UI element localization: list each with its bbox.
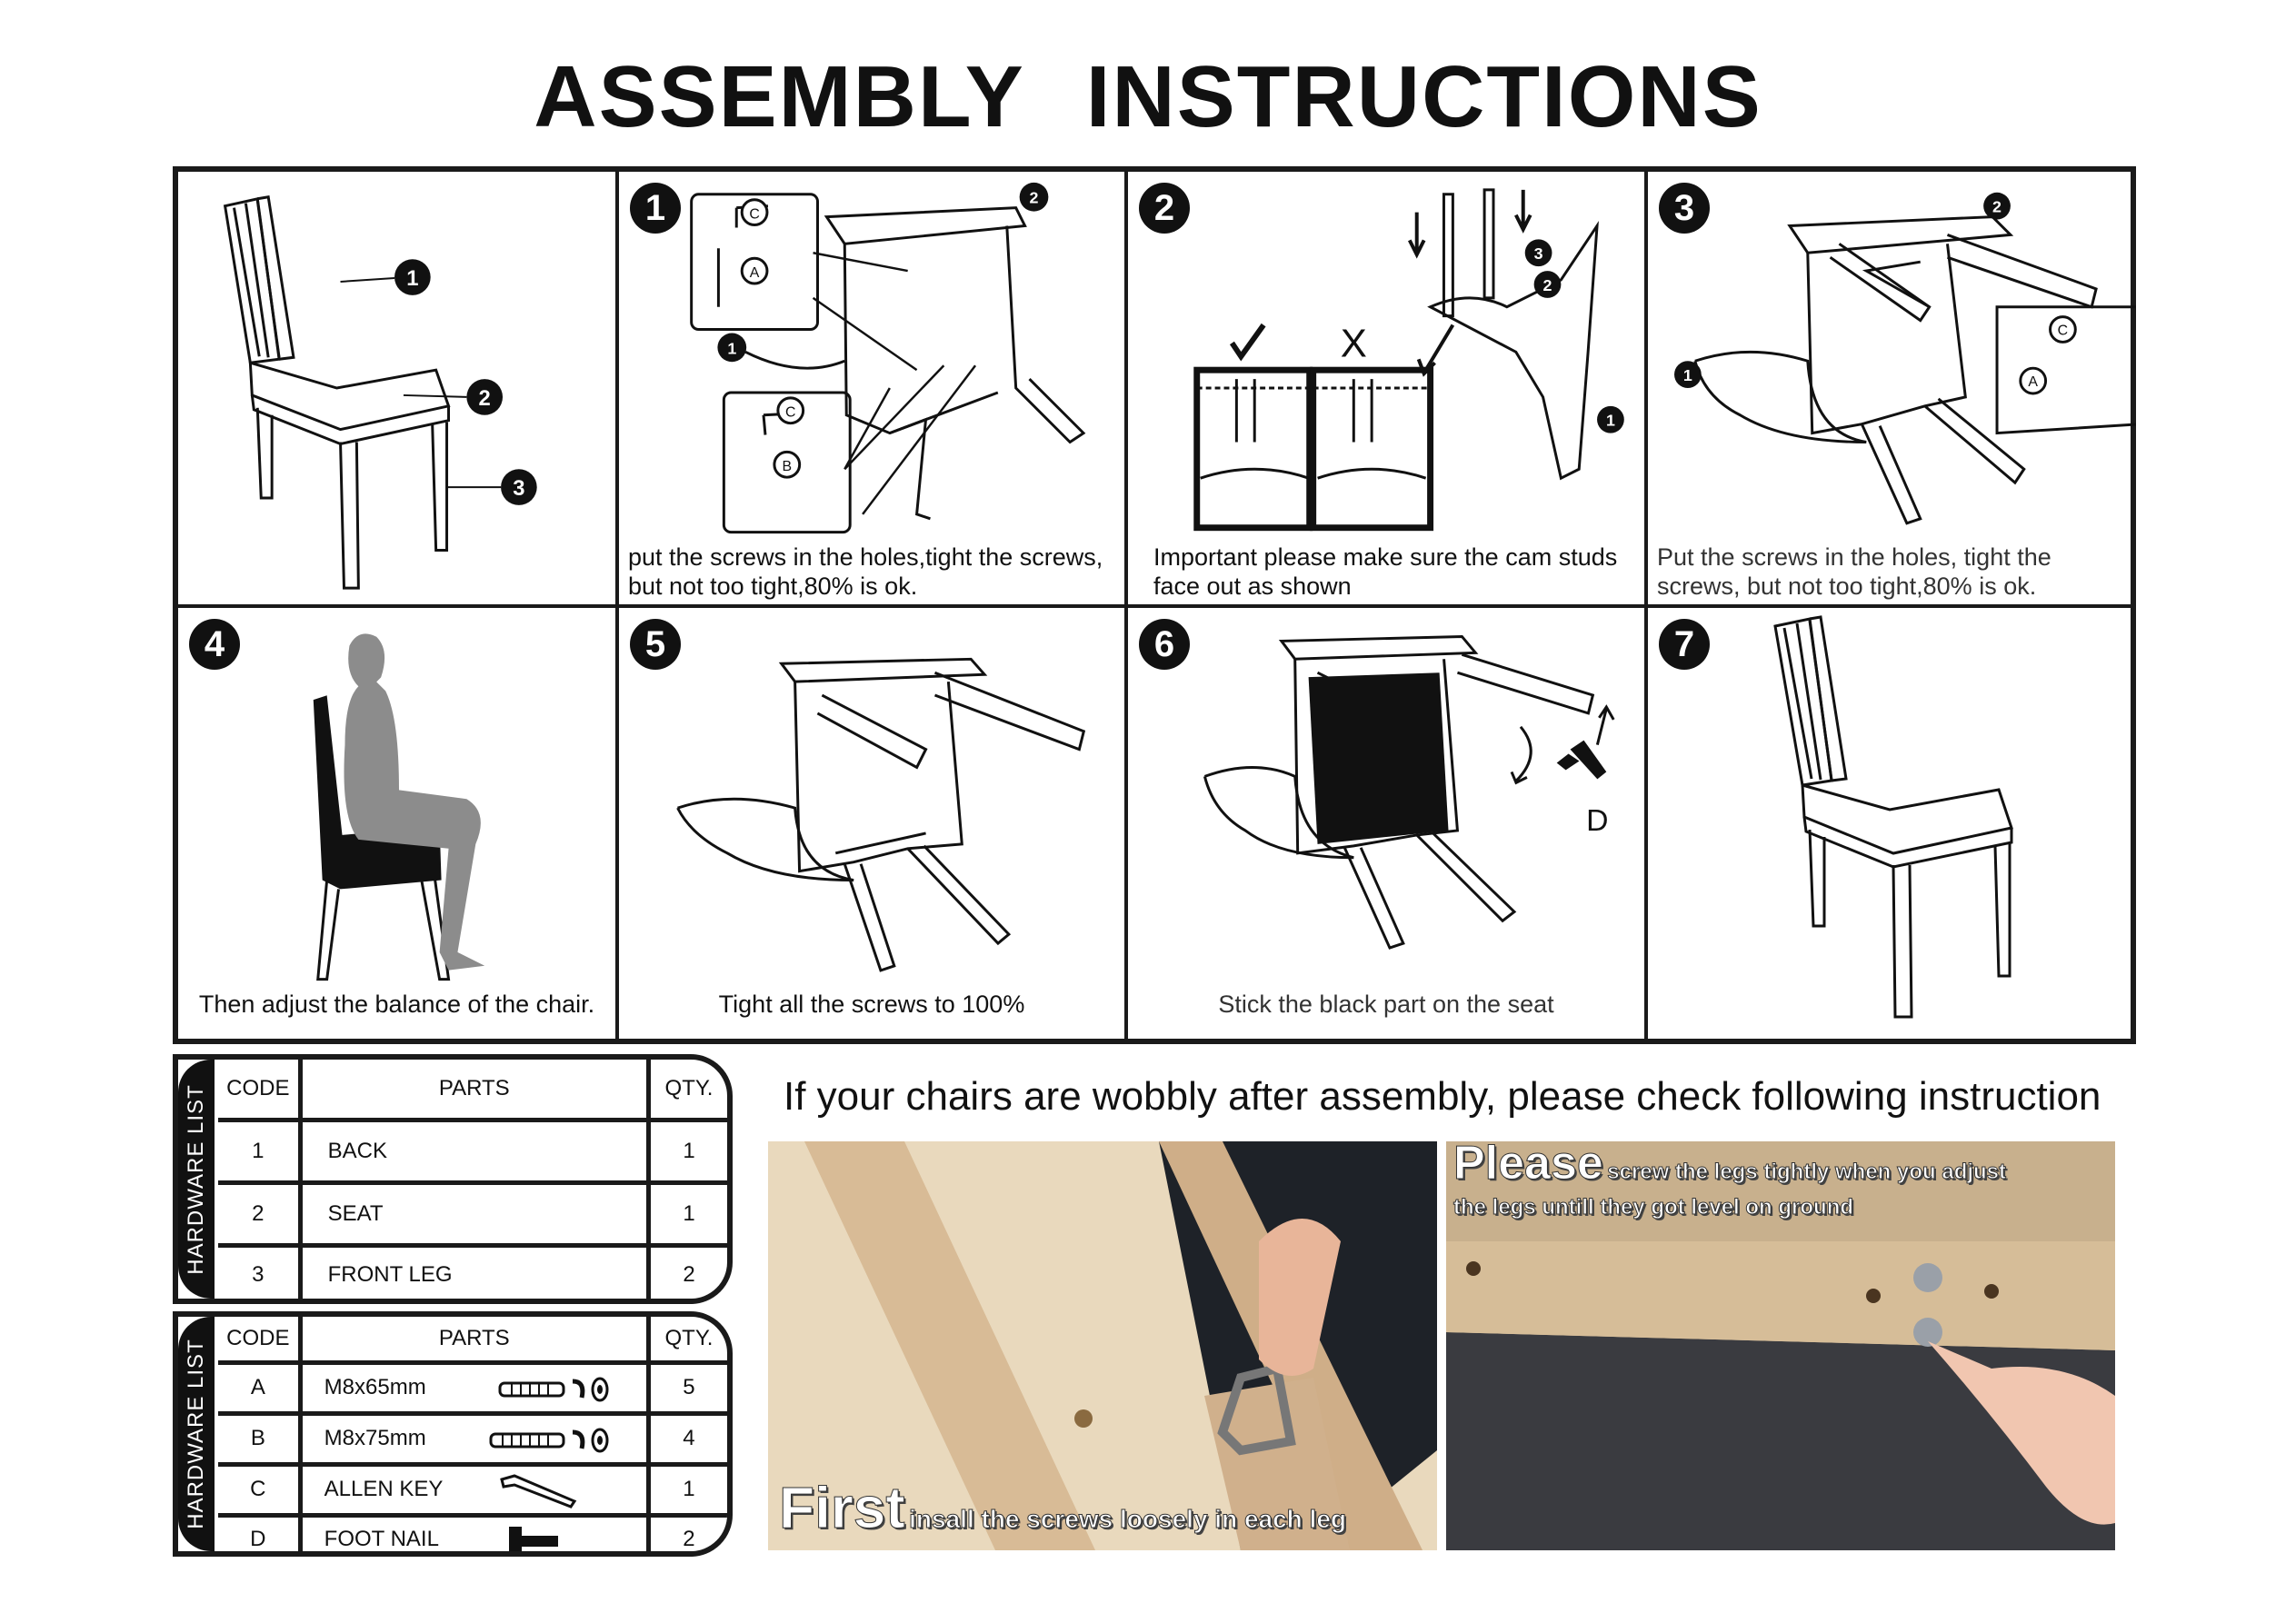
hardware-list-parts (173, 1054, 733, 1304)
step-3 (1648, 172, 2136, 608)
callout-2: 2 (478, 385, 491, 411)
step-3-illustration (1648, 172, 2136, 604)
svg-text:B: B (782, 459, 793, 475)
step-6-caption: Stick the black part on the seat (1218, 991, 1554, 1018)
svg-text:1: 1 (1605, 411, 1615, 430)
svg-text:A: A (2028, 374, 2038, 391)
step-4-illustration (178, 608, 615, 1044)
header-parts: PARTS (300, 1317, 648, 1362)
svg-text:A: A (749, 265, 760, 282)
step-number: 3 (1659, 183, 1710, 234)
row-part: SEAT (300, 1182, 648, 1245)
row-code: A (218, 1362, 300, 1413)
cross-mark: X (1340, 322, 1367, 366)
row-qty: 5 (648, 1362, 727, 1413)
hardware-list-side-label: HARDWARE LIST (178, 1317, 215, 1551)
step-7-illustration (1648, 608, 2136, 1044)
page-title: ASSEMBLY INSTRUCTIONS (534, 48, 1762, 145)
row-code: 3 (218, 1245, 300, 1302)
callout-3: 3 (513, 476, 525, 502)
photo-left-big-word: First (779, 1475, 905, 1540)
svg-text:C: C (2057, 323, 2069, 339)
photo-left-text: insall the screws loosely in each leg (909, 1505, 1347, 1533)
step-number: 7 (1659, 619, 1710, 670)
row-qty: 1 (648, 1182, 727, 1245)
header-qty: QTY. (648, 1317, 727, 1362)
allen-key-icon (498, 1472, 580, 1508)
row-code: 1 (218, 1120, 300, 1182)
step-number: 5 (630, 619, 681, 670)
svg-text:2: 2 (1992, 197, 2002, 216)
step-number: 2 (1139, 183, 1190, 234)
row-part: M8x75mm (324, 1426, 426, 1450)
chair-overview-illustration (178, 172, 615, 604)
row-code: C (218, 1464, 300, 1515)
step-2 (1128, 172, 1648, 608)
step-3-caption: Put the screws in the holes, tight the screws, but not too tight,80% is ok. (1657, 543, 2051, 600)
row-qty: 2 (683, 1261, 695, 1287)
step-2-caption: Important please make sure the cam studs face out as shown (1153, 543, 1618, 600)
step-7 (1648, 608, 2136, 1044)
row-part: ALLEN KEY (324, 1477, 444, 1501)
header-code: CODE (218, 1060, 300, 1120)
svg-text:1: 1 (727, 339, 737, 358)
step-number: 4 (189, 619, 240, 670)
instruction-grid (173, 166, 2136, 1044)
hardware-list-side-label: HARDWARE LIST (178, 1060, 215, 1299)
row-part: FOOT NAIL (324, 1527, 439, 1552)
photo-install-screws (768, 1141, 1437, 1550)
row-part: BACK (300, 1120, 648, 1182)
step-6-illustration (1128, 608, 1644, 1044)
step-number: 1 (630, 183, 681, 234)
row-code: 2 (218, 1182, 300, 1245)
label-d: D (1586, 802, 1609, 838)
step-1 (619, 172, 1128, 608)
bolt-washer-icon (498, 1376, 616, 1403)
step-2-illustration (1128, 172, 1644, 604)
row-qty: 1 (648, 1464, 727, 1515)
svg-text:3: 3 (1533, 244, 1543, 264)
screws-table (218, 1317, 727, 1557)
svg-text:C: C (785, 404, 796, 421)
wobbly-heading: If your chairs are wobbly after assembly, please check following instruction (784, 1074, 2101, 1119)
step-6 (1128, 608, 1648, 1044)
row-qty: 2 (683, 1527, 695, 1552)
step-number: 6 (1139, 619, 1190, 670)
svg-text:C: C (749, 206, 760, 223)
photo-left-caption (779, 1474, 1346, 1541)
header-parts: PARTS (300, 1060, 648, 1120)
bolt-washer-icon (489, 1427, 616, 1454)
row-part: FRONT LEG (300, 1245, 648, 1302)
step-overview (178, 172, 619, 608)
parts-table (218, 1060, 727, 1302)
step-5 (619, 608, 1128, 1044)
step-1-illustration (619, 172, 1124, 604)
callout-1: 1 (406, 265, 419, 291)
row-code: D (218, 1515, 300, 1557)
step-4-caption: Then adjust the balance of the chair. (198, 991, 595, 1018)
header-qty: QTY. (648, 1060, 727, 1120)
foot-nail-icon (507, 1525, 562, 1558)
hardware-list-screws (173, 1311, 733, 1557)
svg-text:1: 1 (1682, 366, 1692, 385)
header-code: CODE (218, 1317, 300, 1362)
row-qty: 4 (648, 1413, 727, 1464)
step-5-caption: Tight all the screws to 100% (718, 991, 1025, 1018)
photo-adjust-legs (1446, 1141, 2115, 1550)
svg-text:2: 2 (1542, 275, 1552, 294)
svg-text:2: 2 (1029, 188, 1039, 207)
photo-right-caption (1453, 1141, 2007, 1227)
row-qty: 1 (648, 1120, 727, 1182)
photo-right-line2: the legs untill they got level on ground (1453, 1195, 1854, 1220)
photo-right-big-word: Please (1453, 1141, 1603, 1190)
step-5-illustration (619, 608, 1124, 1044)
step-4 (178, 608, 619, 1044)
photo-right-line1: screw the legs tightly when you adjust (1607, 1160, 2007, 1184)
row-part: M8x65mm (324, 1375, 426, 1399)
step-1-caption: put the screws in the holes,tight the screws, but not too tight,80% is ok. (628, 543, 1103, 600)
row-code: B (218, 1413, 300, 1464)
